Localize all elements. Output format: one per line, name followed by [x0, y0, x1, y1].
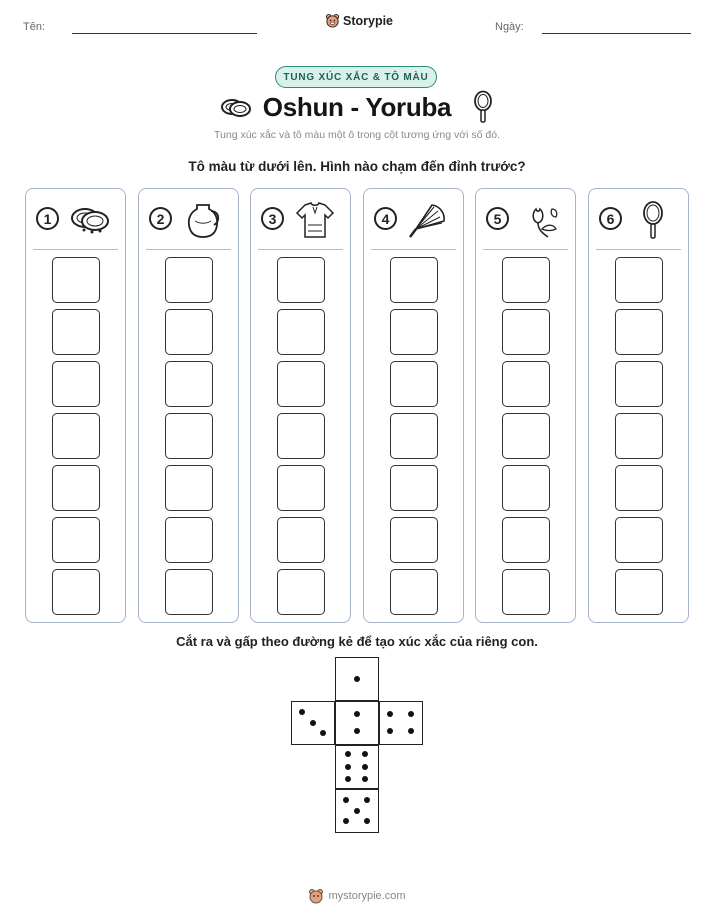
color-cell[interactable] — [52, 309, 100, 355]
dice-pip — [343, 818, 349, 824]
name-line[interactable] — [72, 33, 257, 34]
color-cell[interactable] — [615, 413, 663, 459]
column-divider — [146, 249, 231, 250]
color-cell[interactable] — [390, 413, 438, 459]
column-divider — [483, 249, 568, 250]
column-number: 3 — [261, 207, 284, 230]
brand-logo — [325, 13, 393, 28]
hand-mirror-icon — [472, 90, 494, 124]
footer — [0, 888, 714, 904]
color-cell[interactable] — [502, 309, 550, 355]
bear-icon — [308, 888, 324, 904]
dice-pip — [364, 797, 370, 803]
color-cell[interactable] — [277, 413, 325, 459]
footer-url: mystorypie.com — [328, 890, 406, 902]
bear-icon — [325, 13, 340, 28]
dice-face-2 — [335, 701, 379, 745]
dice-face-3 — [291, 701, 335, 745]
color-cell[interactable] — [52, 465, 100, 511]
column-divider — [371, 249, 456, 250]
color-cell[interactable] — [502, 569, 550, 615]
color-cell[interactable] — [52, 257, 100, 303]
color-cell[interactable] — [52, 569, 100, 615]
color-cell[interactable] — [615, 465, 663, 511]
column-divider — [33, 249, 118, 250]
dice-pip — [354, 728, 360, 734]
column-6 — [588, 188, 689, 623]
column-divider — [258, 249, 343, 250]
color-cell[interactable] — [277, 465, 325, 511]
column-divider — [596, 249, 681, 250]
color-cell[interactable] — [502, 465, 550, 511]
color-cell[interactable] — [277, 517, 325, 563]
dress-icon — [293, 199, 337, 239]
dice-pip — [387, 711, 393, 717]
name-label: Tên: — [23, 21, 46, 33]
dice-pip — [387, 728, 393, 734]
color-cell[interactable] — [165, 517, 213, 563]
color-cell[interactable] — [390, 465, 438, 511]
column-number: 5 — [486, 207, 509, 230]
column-5 — [475, 188, 576, 623]
color-cell[interactable] — [165, 569, 213, 615]
water-jug-icon — [181, 199, 225, 239]
color-cell[interactable] — [52, 413, 100, 459]
dice-pip — [299, 709, 305, 715]
color-cell[interactable] — [52, 517, 100, 563]
dice-pip — [354, 676, 360, 682]
color-cell[interactable] — [52, 361, 100, 407]
column-number: 1 — [36, 207, 59, 230]
color-cell[interactable] — [502, 257, 550, 303]
color-cell[interactable] — [390, 257, 438, 303]
dice-pip — [362, 764, 368, 770]
dice-pip — [354, 808, 360, 814]
dice-pip — [362, 776, 368, 782]
color-cell[interactable] — [615, 257, 663, 303]
color-cell[interactable] — [277, 309, 325, 355]
date-line[interactable] — [542, 33, 691, 34]
dice-face-5 — [335, 789, 379, 833]
bracelets-icon — [68, 199, 112, 239]
color-cell[interactable] — [502, 361, 550, 407]
brand-name: Storypie — [343, 13, 394, 28]
dice-face-4 — [379, 701, 423, 745]
color-cell[interactable] — [390, 569, 438, 615]
column-1 — [25, 188, 126, 623]
cut-instruction: Cắt ra và gấp theo đường kẻ để tạo xúc xắc của riêng con. — [176, 634, 538, 649]
activity-badge: TUNG XÚC XẮC & TÔ MÀU — [275, 66, 437, 88]
color-cell[interactable] — [502, 413, 550, 459]
page-title: Oshun - Yoruba — [262, 92, 452, 122]
color-cell[interactable] — [165, 361, 213, 407]
dice-pip — [408, 728, 414, 734]
color-cell[interactable] — [165, 257, 213, 303]
color-cell[interactable] — [502, 517, 550, 563]
dice-pip — [354, 711, 360, 717]
color-cell[interactable] — [390, 361, 438, 407]
column-number: 6 — [599, 207, 622, 230]
dice-face-6 — [335, 745, 379, 789]
dice-pip — [310, 720, 316, 726]
dice-pip — [408, 711, 414, 717]
column-2 — [138, 188, 239, 623]
column-number: 4 — [374, 207, 397, 230]
color-cell[interactable] — [615, 569, 663, 615]
instruction: Tô màu từ dưới lên. Hình nào chạm đến đỉnh trước? — [188, 159, 526, 174]
column-3 — [250, 188, 351, 623]
color-cell[interactable] — [165, 413, 213, 459]
color-cell[interactable] — [615, 309, 663, 355]
color-cell[interactable] — [277, 257, 325, 303]
dice-pip — [345, 776, 351, 782]
color-cell[interactable] — [277, 569, 325, 615]
dice-face-1 — [335, 657, 379, 701]
hand-fan-icon — [406, 199, 450, 239]
dice-pip — [345, 751, 351, 757]
color-cell[interactable] — [615, 517, 663, 563]
flower-icon — [518, 199, 562, 239]
column-4 — [363, 188, 464, 623]
color-cell[interactable] — [390, 517, 438, 563]
column-number: 2 — [149, 207, 172, 230]
dice-pip — [343, 797, 349, 803]
color-cell[interactable] — [165, 309, 213, 355]
color-cell[interactable] — [390, 309, 438, 355]
color-cell[interactable] — [615, 361, 663, 407]
color-cell[interactable] — [165, 465, 213, 511]
dice-pip — [364, 818, 370, 824]
color-cell[interactable] — [277, 361, 325, 407]
dice-pip — [345, 764, 351, 770]
dice-pip — [320, 730, 326, 736]
subtitle: Tung xúc xắc và tô màu một ô trong cột tương ứng với số đó. — [214, 129, 500, 141]
hand-mirror-icon — [631, 199, 675, 239]
date-label: Ngày: — [495, 21, 524, 33]
dice-pip — [362, 751, 368, 757]
